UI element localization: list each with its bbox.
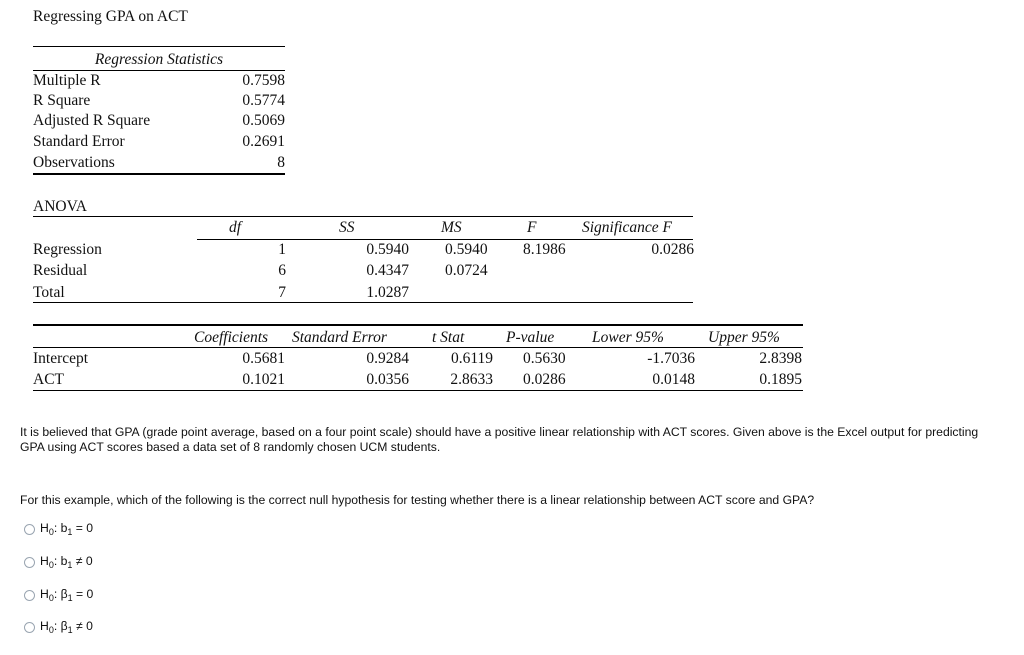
anova-cell-df: 6 bbox=[278, 262, 286, 279]
coef-cell-se: 0.0356 bbox=[366, 371, 409, 388]
option-label[interactable] bbox=[40, 521, 93, 537]
option-prefix-sub: 0 bbox=[48, 593, 54, 603]
option-param: β bbox=[60, 587, 68, 601]
anova-cell-sig: 0.0286 bbox=[651, 241, 694, 258]
anova-header-ss: SS bbox=[339, 219, 355, 236]
coef-row-label: Intercept bbox=[33, 350, 89, 367]
option-colon: : bbox=[53, 587, 58, 601]
anova-header-f: F bbox=[527, 219, 537, 236]
coef-cell-coef: 0.1021 bbox=[242, 371, 285, 388]
option-relation: ≠ 0 bbox=[76, 619, 93, 633]
anova-header-rule bbox=[197, 239, 693, 240]
option-param-sub: 1 bbox=[67, 593, 73, 603]
option-label[interactable] bbox=[40, 619, 93, 635]
option-param-sub: 1 bbox=[67, 560, 73, 570]
regstats-bottom-rule bbox=[33, 173, 285, 175]
regstats-label: Adjusted R Square bbox=[33, 112, 151, 129]
regstats-value: 0.2691 bbox=[242, 133, 285, 150]
coef-header-p: P-value bbox=[506, 329, 555, 346]
regstats-value: 8 bbox=[277, 154, 285, 171]
regstats-value: 0.7598 bbox=[242, 72, 285, 89]
option-param: b bbox=[60, 554, 68, 568]
page-title: Regressing GPA on ACT bbox=[33, 8, 188, 25]
anova-header-ms: MS bbox=[441, 219, 462, 236]
radio-button[interactable] bbox=[24, 557, 35, 568]
anova-cell-ss: 0.5940 bbox=[366, 241, 409, 258]
option-label[interactable] bbox=[40, 554, 93, 570]
option-prefix: H bbox=[40, 619, 49, 633]
anova-cell-df: 7 bbox=[278, 284, 286, 301]
regstats-top-rule bbox=[33, 46, 285, 47]
coef-cell-p: 0.5630 bbox=[523, 350, 566, 367]
coef-header-coef: Coefficients bbox=[194, 329, 269, 346]
regstats-value: 0.5069 bbox=[242, 112, 285, 129]
option-prefix-sub: 0 bbox=[48, 527, 54, 537]
coef-cell-lower: -1.7036 bbox=[647, 350, 695, 367]
regstats-value: 0.5774 bbox=[242, 92, 285, 109]
anova-cell-ss: 0.4347 bbox=[366, 262, 409, 279]
regstats-label: R Square bbox=[33, 92, 91, 109]
coef-cell-p: 0.0286 bbox=[523, 371, 566, 388]
coef-header-se: Standard Error bbox=[292, 329, 387, 346]
anova-row-label: Total bbox=[33, 284, 65, 301]
anova-top-rule bbox=[33, 216, 693, 217]
coef-cell-lower: 0.0148 bbox=[652, 371, 695, 388]
option-param: b bbox=[60, 521, 68, 535]
anova-header-sig: Significance F bbox=[582, 219, 672, 236]
option-colon: : bbox=[53, 619, 58, 633]
description-line-1: It is believed that GPA (grade point average, based on a four point scale) should have a positive linear relationship with ACT scores. Given above is the Excel output for predicting bbox=[20, 425, 979, 439]
option-prefix-sub: 0 bbox=[48, 560, 54, 570]
option-relation: = 0 bbox=[76, 587, 94, 601]
radio-button[interactable] bbox=[24, 622, 35, 633]
option-param-sub: 1 bbox=[67, 527, 73, 537]
radio-button[interactable] bbox=[24, 524, 35, 535]
anova-cell-f: 8.1986 bbox=[523, 241, 566, 258]
option-colon: : bbox=[53, 554, 58, 568]
question-text: For this example, which of the following is the correct null hypothesis for testing whether there is a linear relationship between ACT score and GPA? bbox=[20, 493, 815, 507]
anova-title: ANOVA bbox=[33, 198, 87, 215]
option-prefix-sub: 0 bbox=[48, 625, 54, 635]
option-relation: ≠ 0 bbox=[75, 554, 93, 568]
anova-row-label: Regression bbox=[33, 241, 102, 258]
anova-cell-ms: 0.5940 bbox=[445, 241, 488, 258]
coef-cell-coef: 0.5681 bbox=[242, 350, 285, 367]
coef-top-rule bbox=[33, 324, 803, 326]
coef-header-lower: Lower 95% bbox=[592, 329, 664, 346]
option-colon: : bbox=[53, 521, 58, 535]
coef-cell-t: 2.8633 bbox=[450, 371, 493, 388]
anova-row-label: Residual bbox=[33, 262, 88, 279]
anova-header-df: df bbox=[229, 219, 242, 236]
option-prefix: H bbox=[40, 521, 49, 535]
coef-cell-se: 0.9284 bbox=[366, 350, 409, 367]
coef-header-rule bbox=[33, 347, 803, 348]
option-label[interactable] bbox=[40, 587, 93, 603]
anova-cell-ss: 1.0287 bbox=[366, 284, 409, 301]
coef-row-label: ACT bbox=[33, 371, 64, 388]
regstats-header: Regression Statistics bbox=[94, 51, 224, 68]
coef-cell-t: 0.6119 bbox=[450, 350, 493, 367]
option-param: β bbox=[60, 619, 68, 633]
regstats-label: Multiple R bbox=[33, 72, 101, 89]
anova-bottom-rule bbox=[33, 302, 693, 303]
regstats-label: Standard Error bbox=[33, 133, 125, 150]
anova-cell-ms: 0.0724 bbox=[445, 262, 488, 279]
description-line-2: GPA using ACT scores based a data set of 8 randomly chosen UCM students. bbox=[20, 440, 441, 454]
anova-cell-df: 1 bbox=[278, 241, 286, 258]
option-prefix: H bbox=[40, 587, 49, 601]
coef-cell-upper: 0.1895 bbox=[759, 371, 802, 388]
coef-header-t: t Stat bbox=[432, 329, 465, 346]
option-param-sub: 1 bbox=[67, 625, 73, 635]
coef-bottom-rule bbox=[33, 390, 803, 391]
coef-cell-upper: 2.8398 bbox=[759, 350, 802, 367]
option-prefix: H bbox=[40, 554, 49, 568]
coef-header-upper: Upper 95% bbox=[708, 329, 780, 346]
regstats-header-rule bbox=[33, 70, 285, 71]
regstats-label: Observations bbox=[33, 154, 115, 171]
option-relation: = 0 bbox=[75, 521, 94, 535]
radio-button[interactable] bbox=[24, 590, 35, 601]
